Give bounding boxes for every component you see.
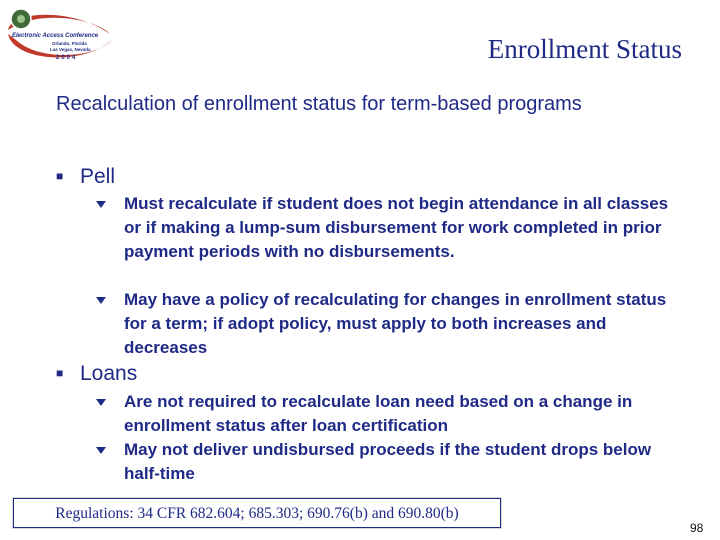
page-number: 98 bbox=[690, 521, 704, 535]
bullet-pell bbox=[56, 165, 115, 189]
regulations-box: Regulations: 34 CFR 682.604; 685.303; 690.76(b) and 690.80(b) bbox=[13, 498, 501, 528]
triangle-bullet-icon bbox=[96, 201, 106, 208]
bullet-loans bbox=[56, 362, 137, 386]
logo-line1: Electronic Access Conference bbox=[12, 33, 99, 39]
pell-item-1-text: Must recalculate if student does not begin attendance in all classes or if making a lump-sum disbursement for work completed in prior payment periods with no disbursements. bbox=[124, 194, 669, 261]
pell-item-1 bbox=[96, 192, 671, 264]
loans-item-1 bbox=[96, 390, 671, 438]
pell-item-2 bbox=[96, 288, 671, 360]
square-bullet-icon: ■ bbox=[56, 366, 64, 380]
pell-item-2-text: May have a policy of recalculating for changes in enrollment status for a term; if adopt policy, must apply to both increases and decreases bbox=[124, 290, 667, 357]
loans-item-1-text: Are not required to recalculate loan need based on a change in enrollment status after loan certification bbox=[124, 392, 633, 435]
bullet-loans-label: Loans bbox=[80, 362, 138, 385]
bullet-pell-label: Pell bbox=[80, 165, 116, 188]
slide-title: Enrollment Status bbox=[487, 34, 682, 64]
logo-year: 2004 bbox=[56, 55, 78, 61]
logo-globe-center bbox=[17, 15, 25, 23]
loans-item-2 bbox=[96, 438, 671, 486]
logo-line3: Las Vegas, Nevada bbox=[50, 47, 91, 52]
conference-logo bbox=[4, 4, 116, 66]
logo-line2: Orlando, Florida bbox=[52, 41, 87, 46]
triangle-bullet-icon bbox=[96, 447, 106, 454]
square-bullet-icon: ■ bbox=[56, 169, 64, 183]
triangle-bullet-icon bbox=[96, 297, 106, 304]
slide-subtitle: Recalculation of enrollment status for term-based programs bbox=[56, 93, 582, 115]
loans-item-2-text: May not deliver undisbursed proceeds if the student drops below half-time bbox=[124, 440, 652, 483]
triangle-bullet-icon bbox=[96, 399, 106, 406]
